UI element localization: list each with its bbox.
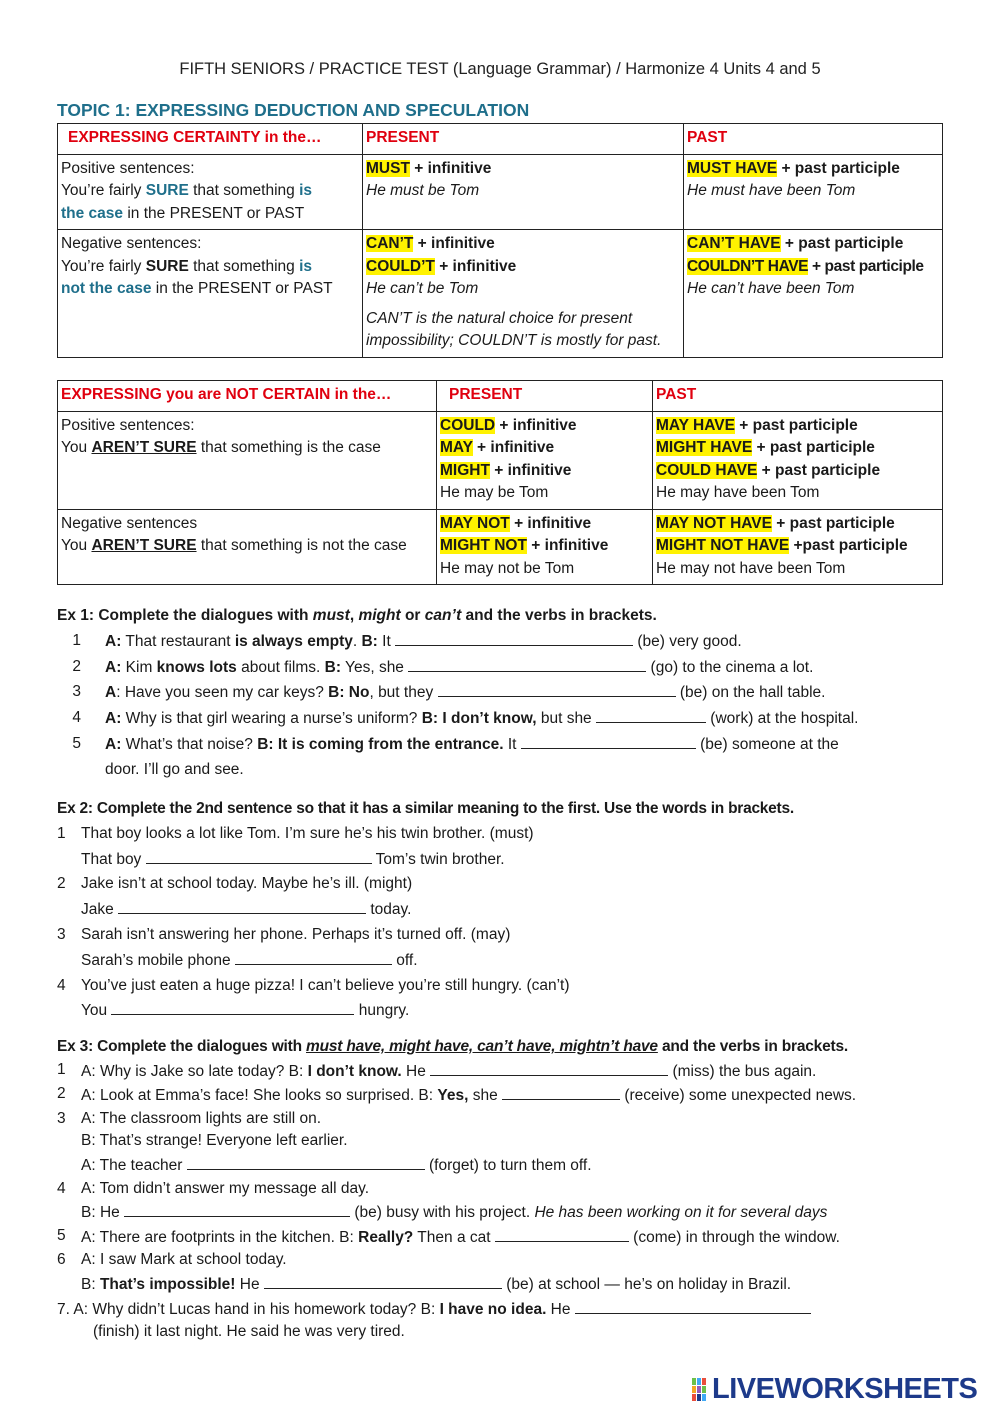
- certainty-negative-present: CAN’T + infinitive COULD’T + infinitive He can’t be Tom CAN’T is the natural choice for present impossibility; COULDN’T is mostly for past.: [363, 230, 684, 358]
- certainty-header-past: PAST: [684, 124, 943, 155]
- uncertainty-table: [57, 380, 943, 585]
- uncertainty-positive-past: MAY HAVE + past participle MIGHT HAVE + past participle COULD HAVE + past participle He may have been Tom: [653, 411, 943, 509]
- answer-blank[interactable]: [124, 1200, 350, 1217]
- answer-blank[interactable]: [596, 706, 706, 723]
- certainty-positive-row: [58, 154, 943, 230]
- answer-blank[interactable]: [502, 1083, 620, 1100]
- answer-blank[interactable]: [264, 1272, 502, 1289]
- exercise-1-title: Ex 1: Complete the dialogues with must, might or can’t and the verbs in brackets.: [57, 607, 657, 624]
- answer-blank[interactable]: [118, 897, 366, 914]
- liveworksheets-logo: [692, 1373, 977, 1406]
- ex3-item-6: 6 A: I saw Mark at school today.: [57, 1251, 287, 1269]
- answer-blank[interactable]: [438, 680, 676, 697]
- uncertainty-negative-past: MAY NOT HAVE + past participle MIGHT NOT HAVE +past participle He may not have been Tom: [653, 509, 943, 585]
- certainty-positive-desc: Positive sentences: You’re fairly SURE that something is the case in the PRESENT or PAST: [58, 154, 363, 230]
- uncertainty-positive-present: COULD + infinitive MAY + infinitive MIGHT + infinitive He may be Tom: [437, 411, 653, 509]
- exercise-3-title: Ex 3: Complete the dialogues with must have, might have, can’t have, mightn’t have and the verbs in brackets.: [57, 1038, 849, 1055]
- ex3-item-3: 3 A: The classroom lights are still on.: [57, 1109, 322, 1127]
- certainty-negative-desc: Negative sentences: You’re fairly SURE that something is not the case in the PRESENT or PAST: [58, 230, 363, 358]
- ex2-item-2: 2 Jake isn’t at school today. Maybe he’s ill. (might): [57, 875, 413, 893]
- answer-blank[interactable]: [395, 629, 633, 646]
- uncertainty-negative-desc: Negative sentences You AREN’T SURE that something is not the case: [58, 509, 437, 585]
- certainty-header-row: [58, 124, 943, 155]
- uncertainty-positive-row: [58, 411, 943, 509]
- uncertainty-negative-present: MAY NOT + infinitive MIGHT NOT + infinitive He may not be Tom: [437, 509, 653, 585]
- ex3-item-1: 1 A: Why is Jake so late today? B: I don’t know. He (miss) the bus again.: [57, 1060, 817, 1080]
- uncertainty-positive-desc: Positive sentences: You AREN’T SURE that something is the case: [58, 411, 437, 509]
- answer-blank[interactable]: [235, 948, 392, 965]
- ex1-item-4: 4 A: Why is that girl wearing a nurse’s uniform? B: I don’t know, but she (work) at the hospital.: [57, 706, 957, 732]
- exercise-1: [57, 604, 957, 783]
- uncertainty-negative-row: [58, 509, 943, 585]
- certainty-header-label: EXPRESSING CERTAINTY in the…: [58, 124, 363, 155]
- ex2-item-2-answer: Jake today.: [57, 897, 957, 923]
- certainty-positive-present: MUST + infinitive He must be Tom: [363, 154, 684, 230]
- ex1-item-5-cont: door. I’ll go and see.: [105, 760, 244, 778]
- ex3-item-2: 2 A: Look at Emma’s face! She looks so surprised. B: Yes, she (receive) some unexpected news.: [57, 1085, 857, 1105]
- certainty-table: [57, 123, 943, 358]
- answer-blank[interactable]: [408, 655, 646, 672]
- ex2-item-1-answer: That boy Tom’s twin brother.: [57, 847, 957, 873]
- answer-blank[interactable]: [430, 1059, 668, 1076]
- ex2-item-3: 3 Sarah isn’t answering her phone. Perhaps it’s turned off. (may): [57, 925, 511, 943]
- uncertainty-header-label: EXPRESSING you are NOT CERTAIN in the…: [58, 381, 437, 412]
- exercise-2: [57, 797, 957, 1024]
- liveworksheets-logo-text: LIVEWORKSHEETS: [712, 1373, 978, 1405]
- exercise-3: Ex 3: Complete the dialogues with must have, might have, can’t have, mightn’t have and the verbs in brackets. 1 A: Why is Jake so late today? B: I don’t know. He (miss) the bus again. 2 A: Look at Emma’s face! She looks so surprised. B: Yes, she (receive) some unexpected news. 3 A: The classroom lights are still on. B: That’s strange! Everyone left earlier. A: The teacher (forget) to turn them off. 4 A: Tom didn’t answer my message all day. B: He (be) busy with his project. He has been working on it for several days 5 A: There are footprints in the kitchen. B: Really? Then a cat (come) in through the window. 6 A: I saw Mark at school today. B: That’s impossible! He (be) at school — he’s on holiday in Brazil. 7. A: Why didn’t Lucas hand in his homework today? B: I have no idea. He (finish) it last night. He said he was very tired.: [57, 1036, 957, 1344]
- page-header: FIFTH SENIORS / PRACTICE TEST (Language Grammar) / Harmonize 4 Units 4 and 5: [179, 60, 821, 78]
- ex2-item-4-answer: You hungry.: [57, 998, 957, 1024]
- certainty-positive-past: MUST HAVE + past participle He must have been Tom: [684, 154, 943, 230]
- ex1-item-1: 1 A: That restaurant is always empty. B: It (be) very good.: [57, 629, 957, 655]
- answer-blank[interactable]: [575, 1297, 811, 1314]
- answer-blank[interactable]: [111, 998, 354, 1015]
- answer-blank[interactable]: [495, 1225, 629, 1242]
- ex1-item-5: 5 A: What’s that noise? B: It is coming from the entrance. It (be) someone at the: [57, 732, 957, 758]
- certainty-header-present: PRESENT: [363, 124, 684, 155]
- answer-blank[interactable]: [521, 732, 696, 749]
- ex2-item-4: 4 You’ve just eaten a huge pizza! I can’t believe you’re still hungry. (can’t): [57, 976, 570, 994]
- answer-blank[interactable]: [146, 847, 372, 864]
- uncertainty-header-row: [58, 381, 943, 412]
- certainty-negative-past: CAN’T HAVE + past participle COULDN’T HAVE + past participle He can’t have been Tom: [684, 230, 943, 358]
- exercise-2-title: Ex 2: Complete the 2nd sentence so that it has a similar meaning to the first. Use the words in brackets.: [57, 800, 794, 817]
- certainty-negative-row: [58, 230, 943, 358]
- ex3-item-4: 4 A: Tom didn’t answer my message all day.: [57, 1179, 370, 1197]
- uncertainty-header-present: PRESENT: [437, 381, 653, 412]
- cant-note: CAN’T is the natural choice for present impossibility; COULDN’T is mostly for past.: [366, 309, 662, 349]
- ex1-item-3: 3 A: Have you seen my car keys? B: No, but they (be) on the hall table.: [57, 680, 957, 706]
- uncertainty-header-past: PAST: [653, 381, 943, 412]
- ex2-item-1: 1 That boy looks a lot like Tom. I’m sure he’s his twin brother. (must): [57, 824, 534, 842]
- topic-title: TOPIC 1: EXPRESSING DEDUCTION AND SPECULATION: [57, 100, 530, 120]
- answer-blank[interactable]: [187, 1153, 425, 1170]
- ex3-item-7: 7. A: Why didn’t Lucas hand in his homework today? B: I have no idea. He: [57, 1297, 957, 1322]
- liveworksheets-logo-icon: [692, 1378, 712, 1402]
- ex2-item-3-answer: Sarah’s mobile phone off.: [57, 948, 957, 974]
- ex3-item-5: 5 A: There are footprints in the kitchen. B: Really? Then a cat (come) in through the window.: [57, 1226, 840, 1246]
- ex1-item-2: 2 A: Kim knows lots about films. B: Yes, she (go) to the cinema a lot.: [57, 655, 957, 681]
